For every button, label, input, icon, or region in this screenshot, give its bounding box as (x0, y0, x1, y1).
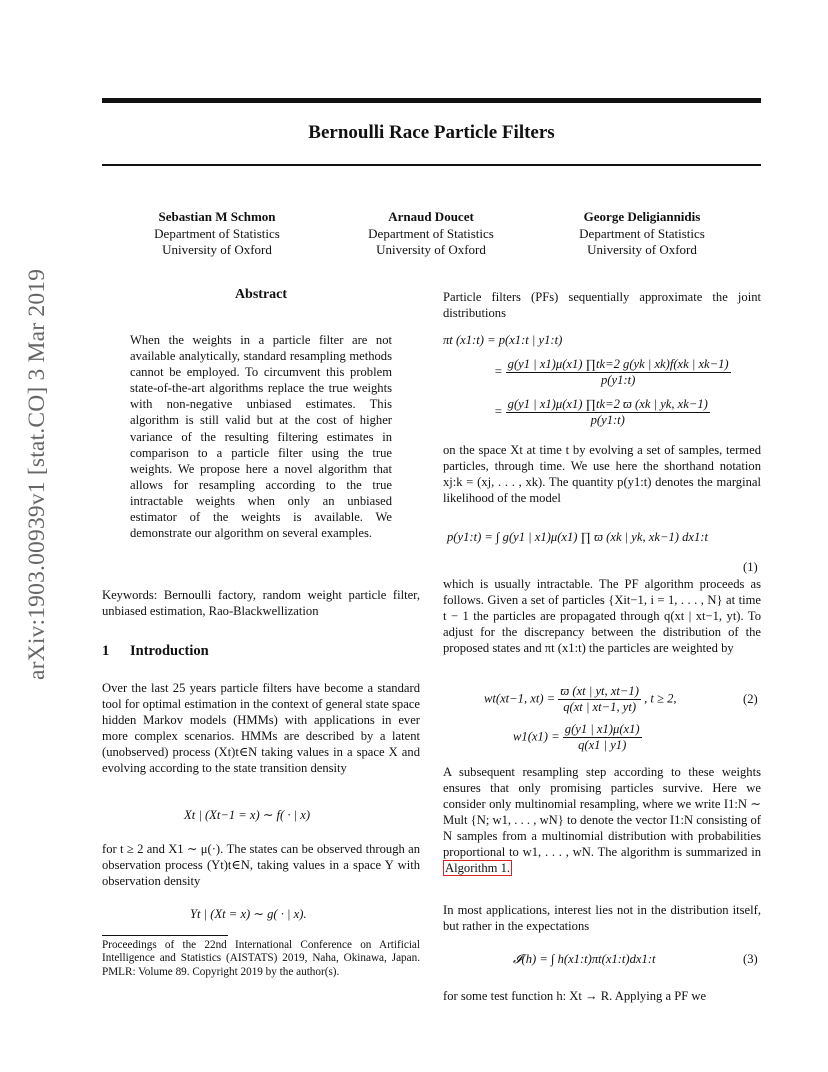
author-univ: University of Oxford (587, 242, 697, 257)
equation-3: 𝓘(h) = ∫ h(x1:t)πt(x1:t)dx1:t (513, 952, 656, 966)
paragraph-text: A subsequent resampling step according to these weights ensures that only promising particles survive. Here we consider only multinomial resampling, where we write I1:N ∼ Mult {N; w1, . . . , wN} to denote the vector I1:N consisting of N samples from a multinomial distribution with probabilities proportional to w1, . . . , wN. The algorithm is summarized in (443, 765, 761, 859)
author-dept: Department of Statistics (579, 225, 705, 241)
denominator: q(x1 | y1) (578, 738, 627, 752)
abstract-text: When the weights in a particle filter are not available analytically, standard resampling methods cannot be employed. To circumvent this problem state-of-the-art algorithms replace the true weights with non-negative unbiased estimates. This algorithm is still valid but at the cost of higher variance of the resulting filtering estimates in comparison to a particle filter using the true weights. We propose here a novel algorithm that allows for resampling according to the true intractable weights when only an unbiased estimator of the weights is available. We demonstrate our algorithm on several examples. (130, 333, 392, 541)
numerator: g(y1 | x1)μ(x1) ∏tk=2 ϖ (xk | yk, xk−1) (507, 397, 708, 411)
intro-paragraph-2: for t ≥ 2 and X1 ∼ μ(·). The states can be observed through an observation process (Yt)t∈N, taking values in a space Y with observation density (102, 842, 420, 889)
right-paragraph-1: Particle filters (PFs) sequentially approximate the joint distributions (443, 290, 761, 320)
section-heading (102, 643, 209, 660)
title-rule-top (102, 98, 761, 103)
equation-observation: Yt | (Xt = x) ∼ g( · | x). (190, 907, 307, 921)
fraction (558, 684, 641, 715)
arxiv-stamp (20, 268, 54, 680)
equation-2-line-1 (484, 684, 677, 715)
numerator: g(y1 | x1)μ(x1) ∏tk=2 g(yk | xk)f(xk | xk−1) (507, 357, 729, 371)
title-rule-bottom (102, 164, 761, 166)
author-2 (336, 209, 526, 259)
weight-condition: , t ≥ 2, (644, 691, 677, 706)
equation-2-number: (2) (743, 692, 758, 706)
intro-paragraph-1: Over the last 25 years particle filters have become a standard tool for optimal estimation in the context of general state space hidden Markov models (HMMs) with applications in ever more complex scenarios. HMMs are described by a latent (unobserved) process (Xt)t∈N taking values in a space X and evolving according to the state transition density (102, 681, 420, 776)
equation-1: p(y1:t) = ∫ g(y1 | x1)μ(x1) ∏ ϖ (xk | yk, xk−1) dx1:t (447, 530, 708, 544)
denominator: p(y1:t) (601, 373, 636, 387)
denominator: q(xt | xt−1, yt) (563, 700, 637, 714)
equation-1-number: (1) (743, 560, 758, 574)
author-name: Arnaud Doucet (388, 209, 474, 224)
author-3 (547, 209, 737, 259)
fraction (506, 357, 731, 388)
weight-lhs: wt(xt−1, xt) = (484, 691, 556, 706)
numerator: g(y1 | x1)μ(x1) (564, 722, 640, 736)
equation-pi-line-2: = $\frac{g(y1 | x1)\mu(x1) \prod tk=2 ϖ (xk | yk, xk-1)}{p(y1:t)}$ (494, 397, 708, 427)
equation-transition: Xt | (Xt−1 = x) ∼ f( · | x) (184, 808, 311, 822)
equation-pi-line-1: = $\frac{g(y1 | x1)\mu(x1) \prod tk=2 g(yk | xk)f(xk | xk-1)}{p(y1:t)}$ (494, 357, 729, 387)
section-title: Introduction (130, 643, 209, 659)
author-univ: University of Oxford (376, 242, 486, 257)
right-paragraph-3: which is usually intractable. The PF algorithm proceeds as follows. Given a set of particles {Xit−1, i = 1, . . . , N} at time t − 1 the particles are propagated through q(xt | xt−1, yt). To adjust for the discrepancy between the distribution of the proposed states and πt (x1:t) the particles are weighted by (443, 577, 761, 655)
right-paragraph-5: In most applications, interest lies not in the distribution itself, but rather in the expectations (443, 903, 761, 933)
author-dept: Department of Statistics (368, 225, 494, 241)
author-name: Sebastian M Schmon (158, 209, 276, 224)
author-dept: Department of Statistics (154, 225, 280, 241)
footnote: Proceedings of the 22nd International Conference on Artificial Intelligence and Statistics (AISTATS) 2019, Naha, Okinawa, Japan. PMLR: Volume 89. Copyright 2019 by the author(s). (102, 939, 420, 978)
equation-pi-lhs: πt (x1:t) = p(x1:t | y1:t) (443, 333, 563, 347)
footnote-rule (102, 935, 228, 936)
abstract-heading: Abstract (234, 287, 288, 302)
equation-2-line-2 (513, 722, 642, 753)
right-paragraph-4 (443, 764, 761, 876)
fraction (506, 397, 710, 428)
right-paragraph-6: for some test function h: Xt → R. Applying a PF we (443, 989, 707, 1003)
paper-title: Bernoulli Race Particle Filters (308, 122, 555, 143)
author-name: George Deligiannidis (583, 209, 701, 224)
numerator: ϖ (xt | yt, xt−1) (560, 684, 639, 698)
author-univ: University of Oxford (162, 242, 272, 257)
author-1 (122, 209, 312, 259)
denominator: p(y1:t) (590, 413, 625, 427)
keywords: Keywords: Bernoulli factory, random weight particle filter, unbiased estimation, Rao-Blackwellization (102, 588, 420, 618)
right-paragraph-2: on the space Xt at time t by evolving a set of samples, termed particles, through time. We use here the shorthand notation xj:k = (xj, . . . , xk). The quantity p(y1:t) denotes the marginal likelihood of the model (443, 443, 761, 505)
algorithm-link[interactable]: Algorithm 1. (445, 861, 511, 875)
arxiv-stamp-text: arXiv:1903.00939v1 [stat.CO] 3 Mar 2019 (24, 268, 50, 680)
section-number: 1 (102, 643, 110, 659)
fraction (563, 722, 642, 753)
equation-3-number: (3) (743, 952, 758, 966)
weight-lhs: w1(x1) = (513, 729, 560, 744)
